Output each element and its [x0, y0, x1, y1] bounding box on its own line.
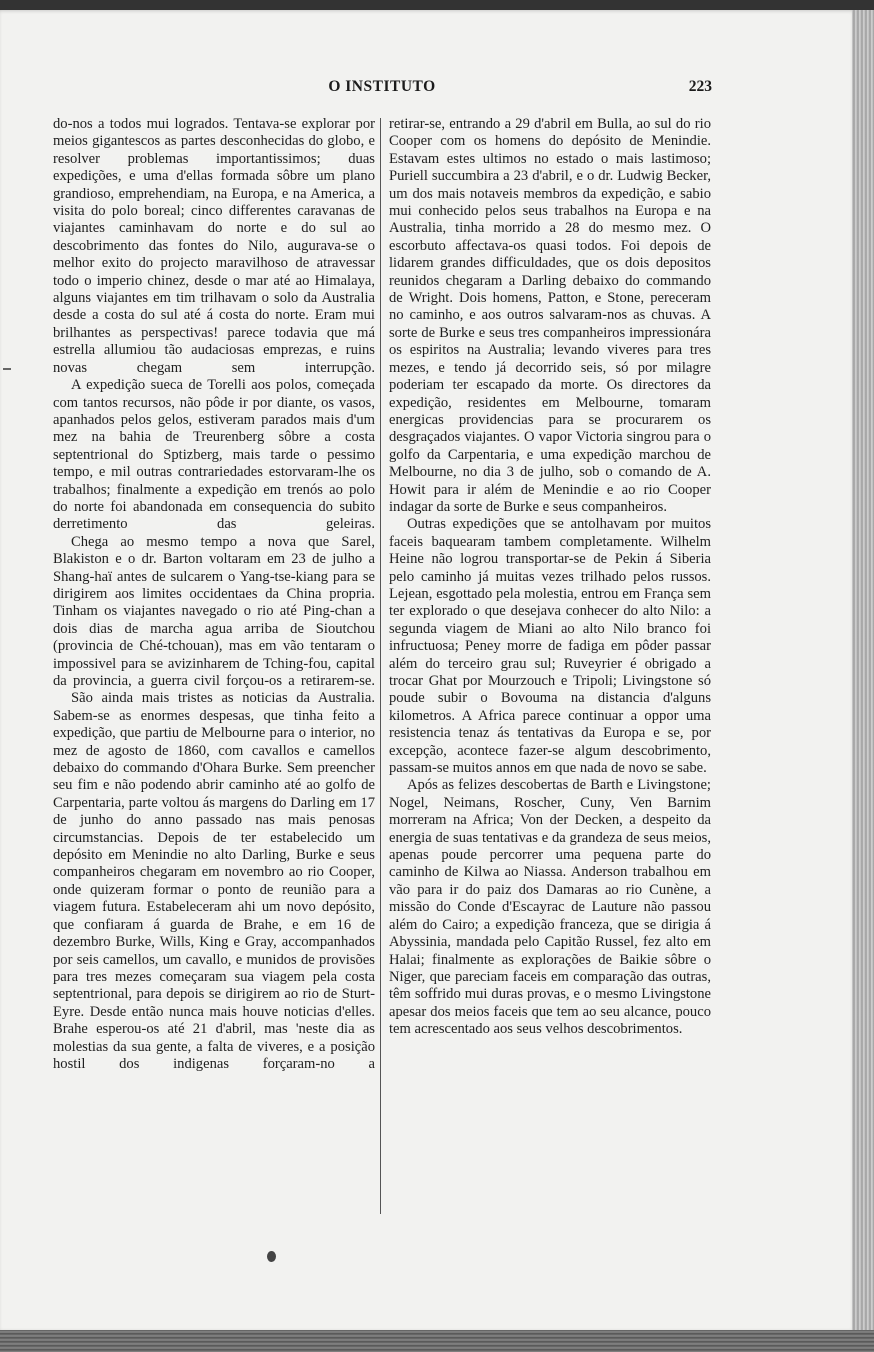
page-number: 223 [688, 78, 712, 95]
right-column [389, 116, 711, 1039]
ink-blot [267, 1251, 276, 1262]
paragraph: Chega ao mesmo tempo a nova que Sarel, Blakiston e o dr. Barton voltaram em 23 de julho a Shang-haï antes de sulcarem o Yang-tse-kiang para se dirigirem aos limites occidentaes da China propria. Tinham os viajantes navegado o rio até Ping-chan a dois dias de marcha agua arriba de Sioutchou (provincia de Ché-tchouan), mas em vão tentaram o impossivel para se avizinharem de Tching-fou, capital da provincia, a guerra civil forçou-os a retirarem-se. [53, 533, 375, 689]
paragraph: Após as felizes descobertas de Barth e Livingstone; Nogel, Neimans, Roscher, Cuny, Ven Barnim morreram na Africa; Von der Decken, a despeito da energia de suas tentativas e da grandeza de seus meios, apenas poude percorrer uma pequena parte do caminho de Kilwa ao Niassa. Anderson trabalhou em vão para ir do paiz dos Damaras ao rio Cunène, a missão do Conde d'Escayrac de Lauture não passou além do Cairo; a expedição franceza, que se dirigia á Abyssinia, mandada pelo Capitão Russel, fez alto em Halai; finalmente as explorações de Baikie sôbre o Niger, que pareciam faceis em comparação das outras, têm soffrido mui duras provas, e o mesmo Livingstone apesar dos meios faceis que tem ao seu alcance, pouco tem acrescentado aos seus velhos descobrimentos. [389, 777, 711, 1038]
column-divider [380, 118, 381, 1214]
scan-bottom-border [0, 1330, 874, 1352]
running-header [52, 78, 712, 100]
margin-mark [3, 368, 11, 370]
paragraph: São ainda mais tristes as noticias da Australia. Sabem-se as enormes despesas, que tinha feito a expedição, que partiu de Melbourne para o interior, no mez de agosto de 1860, com cavallos e camellos debaixo do commando d'Ohara Burke. Sem preencher seu fim e não podendo abrir caminho até ao golfo de Carpentaria, parte voltou ás margens do Darling em 17 de junho do anno passado nas mais penosas circumstancias. Depois de ter estabelecido um depósito em Menindie no alto Darling, Burke e seus companheiros chegaram em novembro ao rio Cooper, onde quizeram formar o ponto de reunião para a viagem futura. Estabeleceram ahi um novo depósito, que confiaram á guarda de Brahe, e em 16 de dezembro Burke, Wills, King e Gray, accompanhados por seis camellos, um cavallo, e munidos de provisões para tres mezes começaram sua viagem pela costa septentrional, para depois se dirigirem ao rio de Sturt-Eyre. Desde então nunca mais houve noticias d'elles. Brahe esperou-os até 21 d'abril, mas 'neste dia as molestias da sua gente, a falta de viveres, e a posição hostil dos indigenas forçaram-no a [53, 690, 375, 1072]
running-title: O INSTITUTO [328, 78, 436, 95]
paragraph: do-nos a todos mui logrados. Tentava-se explorar por meios gigantescos as partes desconhecidas do globo, e resolver problemas importantissimos; duas expedições, e uma d'ellas formada sôbre um plano grandioso, emprehendiam, na Europa, e na America, a visita do polo boreal; cinco differentes caravanas de viajantes caminhavam do norte e do sul ao descobrimento das fontes do Nilo, augurava-se o melhor exito do projecto maravilhoso de atravessar todo o imperio chinez, desde o mar até ao Himalaya, alguns viajantes em tim trilhavam o solo da Australia desde a costa do sul até á costa do norte. Eram mui brilhantes as perspectivas! parece todavia que má estrella allumiou tão audaciosas emprezas, e ruins novas chegam sem interrupção. [53, 116, 375, 376]
paragraph: retirar-se, entrando a 29 d'abril em Bulla, ao sul do rio Cooper com os homens do depósito de Menindie. Estavam estes ultimos no estado o mais lastimoso; Puriell succumbira a 23 d'abril, e o dr. Ludwig Becker, um dos mais notaveis membros da expedição, e sabio mui conhecido pelos seus trabalhos na Europa e na Australia, tinha morrido a 28 do mesmo mez. O escorbuto affectava-os quasi todos. Foi depois de lidarem grandes difficuldades, que os dois depositos reunidos chegaram a Darling debaixo do commando de Wright. Dois homens, Patton, e Stone, pereceram no caminho, e aos outros salvaram-nos as chuvas. A sorte de Burke e seus tres companheiros impressionára os espiritos na Australia; levando viveres para tres mezes, e tendo já decorrido seis, só por milagre poderiam ter escapado da morte. Os directores da expedição, residentes em Melbourne, tomaram energicas providencias para se procurarem os desgraçados viajantes. O vapor Victoria singrou para o golfo da Carpentaria, e uma expedição marchou de Melbourne, no dia 3 de julho, sob o comando de A. Howit para ir além de Menindie e ao rio Cooper indagar da sorte de Burke e seus companheiros. [389, 116, 711, 515]
scan-top-border [0, 0, 874, 10]
paragraph: A expedição sueca de Torelli aos polos, começada com tantos recursos, não pôde ir por diante, os vasos, apanhados pelos gelos, estiveram parados mais d'um mez na bahia de Treurenberg sôbre a costa septentrional do Sptizberg, mais tarde o pessimo tempo, e mil outras contrariedades estorvaram-lhe os trabalhos; finalmente a expedição em trenós ao polo do norte foi abandonada em consequencia do subito derretimento das geleiras. [53, 377, 375, 533]
paragraph: Outras expedições que se antolhavam por muitos faceis baquearam tambem completamente. Wilhelm Heine não logrou transportar-se de Pekin á Siberia pelo caminho já muitas vezes trilhado pelos russos. Lejean, esgottado pela molestia, entrou em França sem ter explorado o que desejava conhecer do alto Nilo: a segunda viagem de Miani ao alto Nilo branco foi infructuosa; Peney morre de fadiga em pôder passar além do terceiro grau sul; Ruveyrier é obrigado a trocar Ghat por Mourzouch e Tripoli; Livingstone só poude subir o Bovouma na distancia d'alguns kilometros. A Africa parece continuar a oppor uma resistencia tenaz ás tentativas da Europa e se, por excepção, acontece fazer-se algum descobrimento, passam-se muitos annos em que nada de novo se sabe. [389, 516, 711, 777]
left-column [53, 116, 375, 1073]
page-stack-edge [852, 10, 874, 1332]
